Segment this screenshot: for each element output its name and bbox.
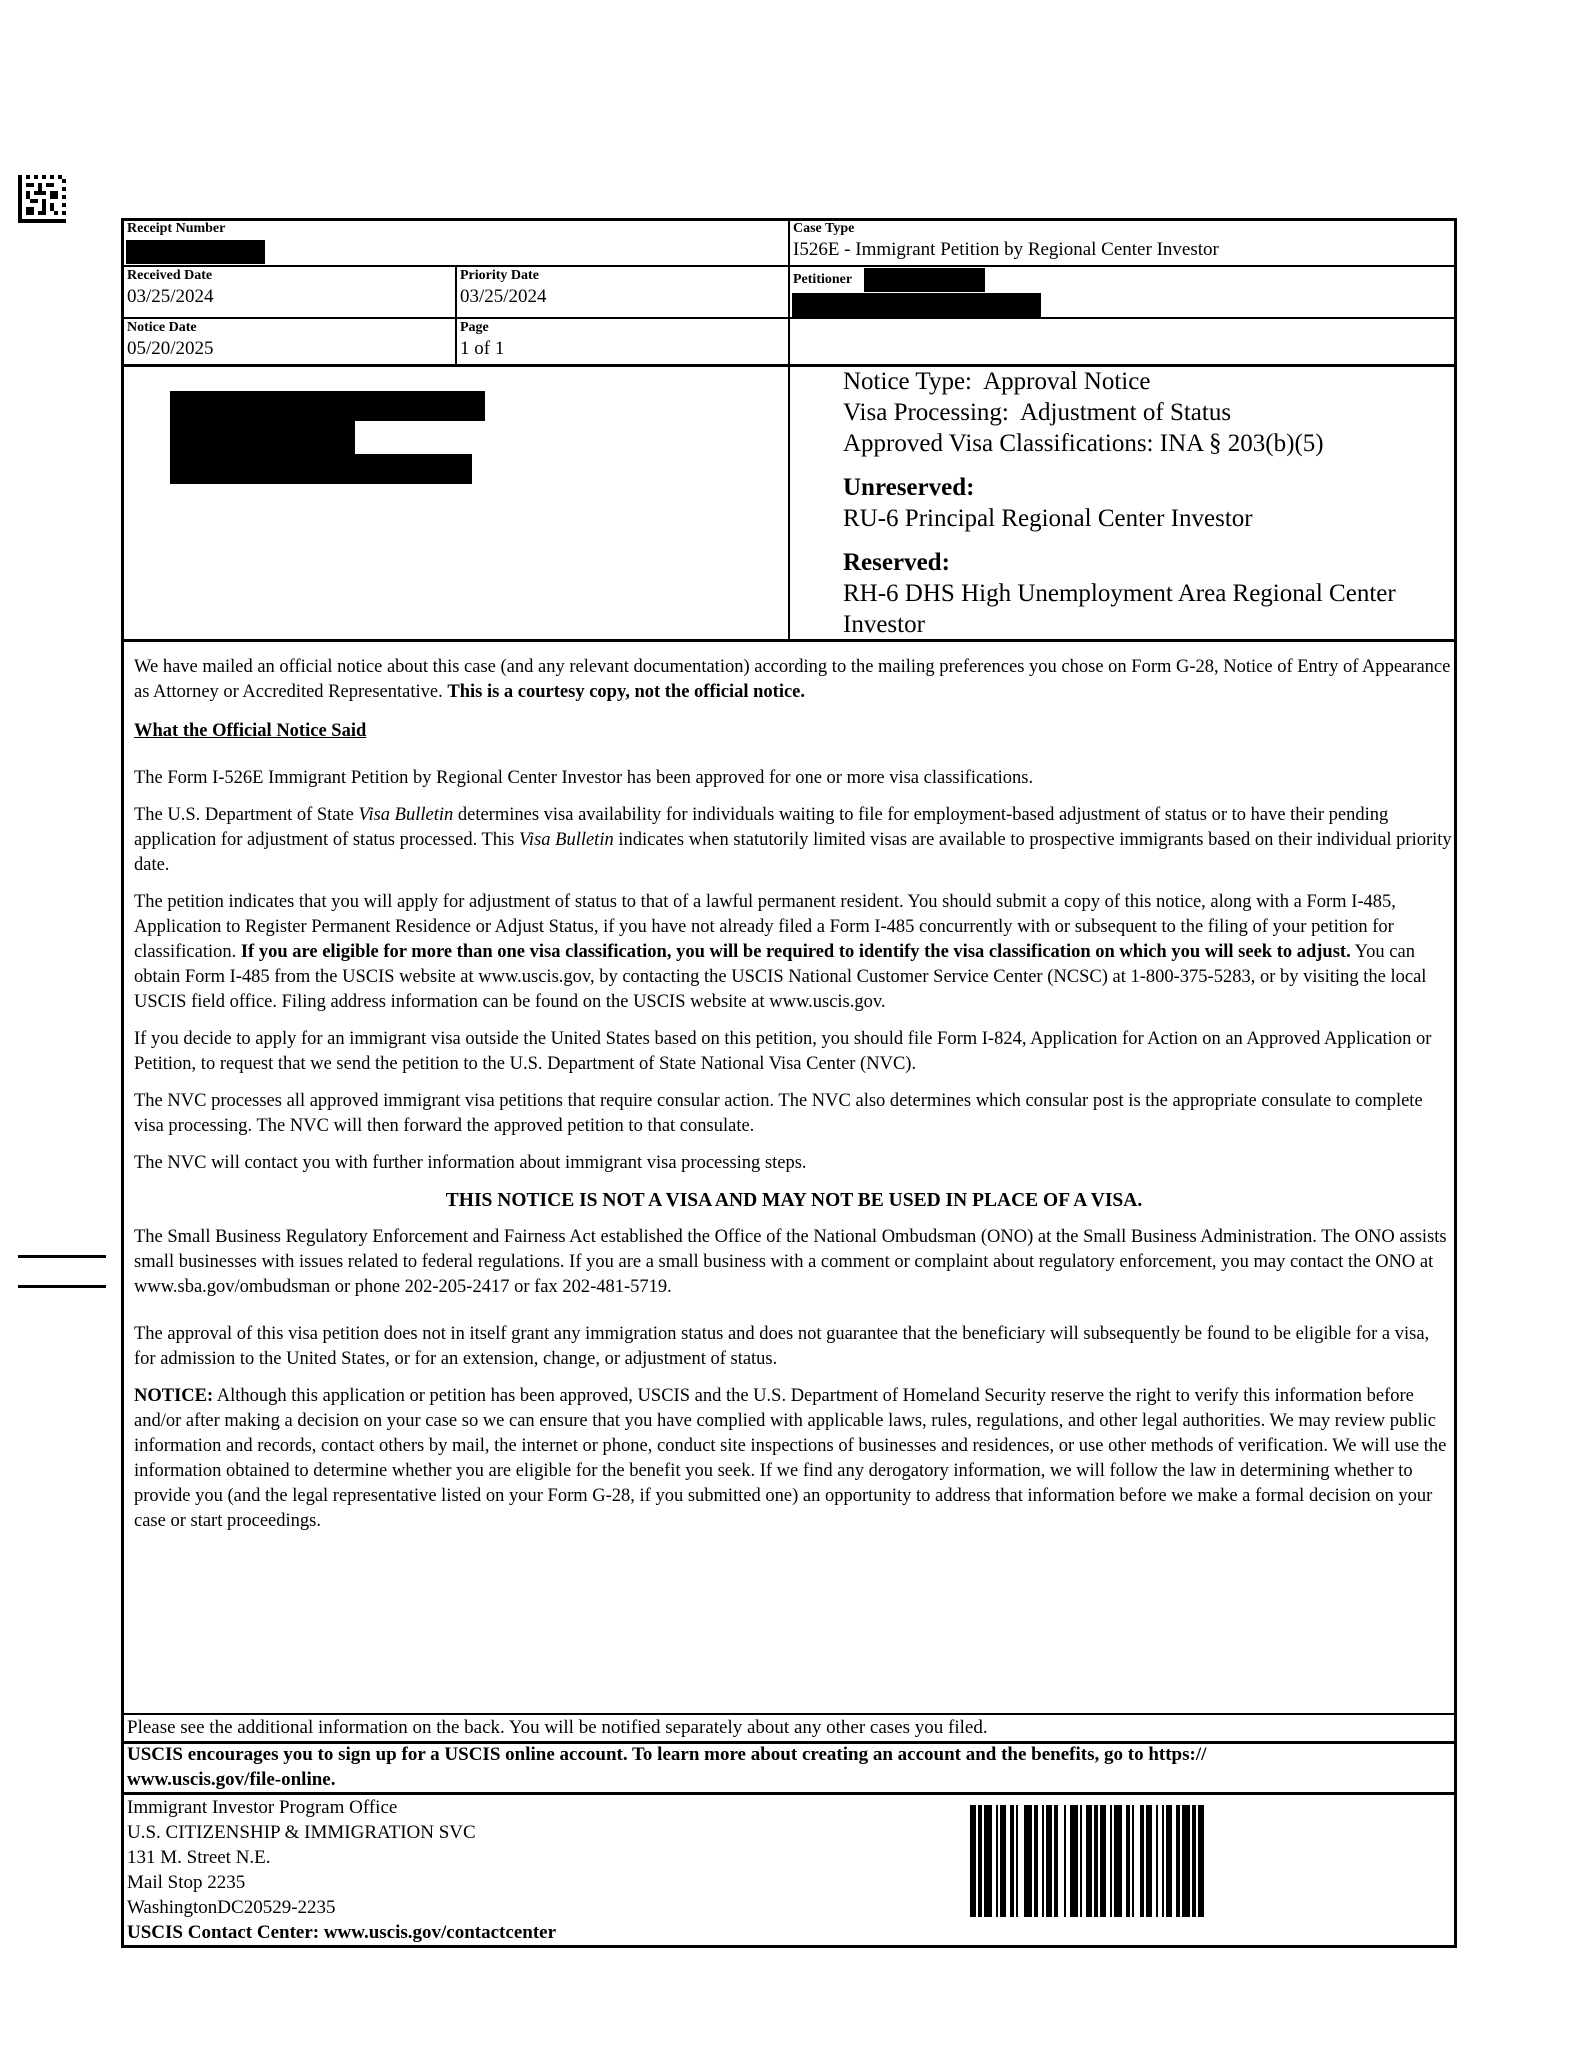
unreserved-label: Unreserved: <box>843 474 975 501</box>
notice-body <box>134 655 1454 1546</box>
visa-warning: THIS NOTICE IS NOT A VISA AND MAY NOT BE USED IN PLACE OF A VISA. <box>445 1190 1143 1211</box>
barcode-bar <box>1166 1805 1172 1917</box>
visa-processing: Visa Processing: Adjustment of Status <box>843 399 1232 426</box>
barcode-bar <box>970 1805 976 1917</box>
contact-center: USCIS Contact Center: www.uscis.gov/contactcenter <box>127 1922 557 1943</box>
paragraph-7: The Small Business Regulatory Enforcement and Fairness Act established the Office of the National Ombudsman (ONO) at the Small Business Administration. The ONO assists small businesses with issues related to federal regulations. If you are a small business with a comment or complaint about regulatory enforcement, you may contact the ONO at www.sba.gov/ombudsman or phone 202-205-2417 or fax 202-481-5719. <box>134 1227 1447 1297</box>
case-type-label: Case Type <box>793 221 855 236</box>
barcode-bar <box>1156 1805 1158 1917</box>
barcode-bar <box>1080 1805 1082 1917</box>
barcode-bar <box>1070 1805 1078 1917</box>
table-border-bottom <box>121 1945 1457 1948</box>
paragraph-4: If you decide to apply for an immigrant visa outside the United States based on this petition, you should file Form I-824, Application for Action on an Approved Application or Petition, to request that we send the petition to the U.S. Department of State National Visa Center (NVC). <box>134 1029 1432 1074</box>
redacted-petitioner-detail <box>792 293 1041 318</box>
paragraph-2: The U.S. Department of State Visa Bulletin determines visa availability for individuals waiting to file for employment-based adjustment of status or to have their pending application for adjustment of status processed. This Visa Bulletin indicates when statutorily limited visas are available to prospective immigrants based on their individual priority date. <box>134 805 1452 875</box>
notice-type: Notice Type: Approval Notice <box>843 368 1151 395</box>
barcode-bar <box>1016 1805 1018 1917</box>
barcode-bar <box>1114 1805 1122 1917</box>
address-line3: 131 M. Street N.E. <box>127 1847 271 1868</box>
margin-mark <box>18 1285 106 1288</box>
reserved-value-line2: Investor <box>843 611 925 638</box>
address-line4: Mail Stop 2235 <box>127 1872 246 1893</box>
paragraph-3: The petition indicates that you will apply for adjustment of status to that of a lawful permanent resident. You should submit a copy of this notice, along with a Form I-485, Application to Register Permanent Residence or Adjust Status, if you have not already filed a Form I-485 concurrently with or subsequent to the filing of your petition for classification. If you are eligible for more than one visa classification, you will be required to identify the visa classification on which you will seek to adjust. You can obtain Form I-485 from the USCIS website at www.uscis.gov, by contacting the USCIS National Customer Service Center (NCSC) at 1-800-375-5283, or by visiting the local USCIS field office. Filing address information can be found on the USCIS website at www.uscis.gov. <box>134 892 1427 1012</box>
priority-date-value: 03/25/2024 <box>460 286 547 307</box>
address-line5: WashingtonDC20529-2235 <box>127 1897 336 1918</box>
paragraph-1: The Form I-526E Immigrant Petition by Regional Center Investor has been approved for one or more visa classifications. <box>134 768 1034 788</box>
redacted-address-line <box>170 391 485 421</box>
approved-classifications: Approved Visa Classifications: INA § 203(b)(5) <box>843 430 1324 457</box>
barcode-bar <box>1034 1805 1038 1917</box>
barcode-bar <box>978 1805 982 1917</box>
barcode-bar <box>1162 1805 1164 1917</box>
address-line1: Immigrant Investor Program Office <box>127 1797 398 1818</box>
barcode-bar <box>1042 1805 1044 1917</box>
barcode-bar <box>1182 1805 1190 1917</box>
table-divider <box>788 218 790 642</box>
petitioner-label: Petitioner <box>793 272 853 287</box>
barcode-bar <box>1132 1805 1134 1917</box>
datamatrix-code <box>18 175 66 223</box>
redacted-petitioner-name <box>864 268 985 292</box>
additional-info: Please see the additional information on the back. You will be notified separately about any other cases you filed. <box>127 1717 988 1738</box>
barcode-bar <box>1064 1805 1066 1917</box>
notice-date-value: 05/20/2025 <box>127 338 214 359</box>
barcode-bar <box>1198 1805 1204 1917</box>
page-label: Page <box>460 320 489 335</box>
reserved-label: Reserved: <box>843 549 950 576</box>
barcode-bar <box>1126 1805 1130 1917</box>
reserved-value-line1: RH-6 DHS High Unemployment Area Regional Center <box>843 580 1396 607</box>
barcode-bar <box>1192 1805 1196 1917</box>
intro-paragraph: We have mailed an official notice about this case (and any relevant documentation) according to the mailing preferences you chose on Form G-28, Notice of Entry of Appearance as Attorney or Accredited Representative. This is a courtesy copy, not the official notice. <box>134 657 1451 702</box>
notice-date-label: Notice Date <box>127 320 197 335</box>
paragraph-8: The approval of this visa petition does not in itself grant any immigration status and does not guarantee that the beneficiary will subsequently be found to be eligible for a visa, for admission to the United States, or for an extension, change, or adjustment of status. <box>134 1324 1430 1369</box>
section-heading: What the Official Notice Said <box>134 721 367 741</box>
barcode-bar <box>1046 1805 1052 1917</box>
barcode-bar <box>1086 1805 1092 1917</box>
barcode-bar <box>1010 1805 1014 1917</box>
online-account-line2: www.uscis.gov/file-online. <box>127 1769 336 1790</box>
barcode-bar <box>1024 1805 1032 1917</box>
barcode-bar <box>1094 1805 1098 1917</box>
barcode-bar <box>996 1805 998 1917</box>
priority-date-label: Priority Date <box>460 268 539 283</box>
paragraph-9: NOTICE: Although this application or petition has been approved, USCIS and the U.S. Department of Homeland Security reserve the right to verify this information before and/or after making a decision on your case so we can ensure that you have complied with applicable laws, rules, regulations, and other legal authorities. We may review public information and records, contact others by mail, the internet or phone, conduct site inspections of businesses and residences, or use other methods of verification. We will use the information obtained to determine whether you are eligible for the benefit you seek. If we find any derogatory information, we will follow the law in determining whether to provide you (and the legal representative listed on your Form G-28, if you submitted one) an opportunity to address that information before we make a formal decision on your case or start proceedings. <box>134 1386 1447 1531</box>
paragraph-6: The NVC will contact you with further information about immigrant visa processing steps. <box>134 1153 807 1173</box>
paragraph-5: The NVC processes all approved immigrant visa petitions that require consular action. The NVC also determines which consular post is the appropriate consulate to complete visa processing. The NVC will then forward the approved petition to that consulate. <box>134 1091 1423 1136</box>
table-divider <box>455 265 457 366</box>
table-border-right <box>1454 218 1457 1948</box>
barcode-bar <box>1054 1805 1058 1917</box>
barcode-bar <box>1176 1805 1180 1917</box>
receipt-number-label: Receipt Number <box>127 221 226 236</box>
address-line2: U.S. CITIZENSHIP & IMMIGRATION SVC <box>127 1822 476 1843</box>
page-value: 1 of 1 <box>460 338 505 359</box>
unreserved-value: RU-6 Principal Regional Center Investor <box>843 505 1253 532</box>
barcode-bar <box>1100 1805 1106 1917</box>
redacted-receipt-number <box>126 240 265 264</box>
received-date-label: Received Date <box>127 268 213 283</box>
barcode-bar <box>1000 1805 1006 1917</box>
barcode-bar <box>1140 1805 1144 1917</box>
barcode-icon <box>970 1805 1280 1917</box>
redacted-address-line <box>170 421 355 455</box>
barcode-bar <box>1110 1805 1112 1917</box>
margin-mark <box>18 1255 106 1258</box>
table-border-left <box>121 218 124 1948</box>
barcode-bar <box>984 1805 992 1917</box>
barcode-bar <box>1146 1805 1152 1917</box>
online-account-line1: USCIS encourages you to sign up for a USCIS online account. To learn more about creating an account and the benefits, go to https:// <box>127 1744 1207 1765</box>
received-date-value: 03/25/2024 <box>127 286 214 307</box>
redacted-address-line <box>170 454 472 484</box>
case-type-value: I526E - Immigrant Petition by Regional Center Investor <box>793 239 1219 260</box>
